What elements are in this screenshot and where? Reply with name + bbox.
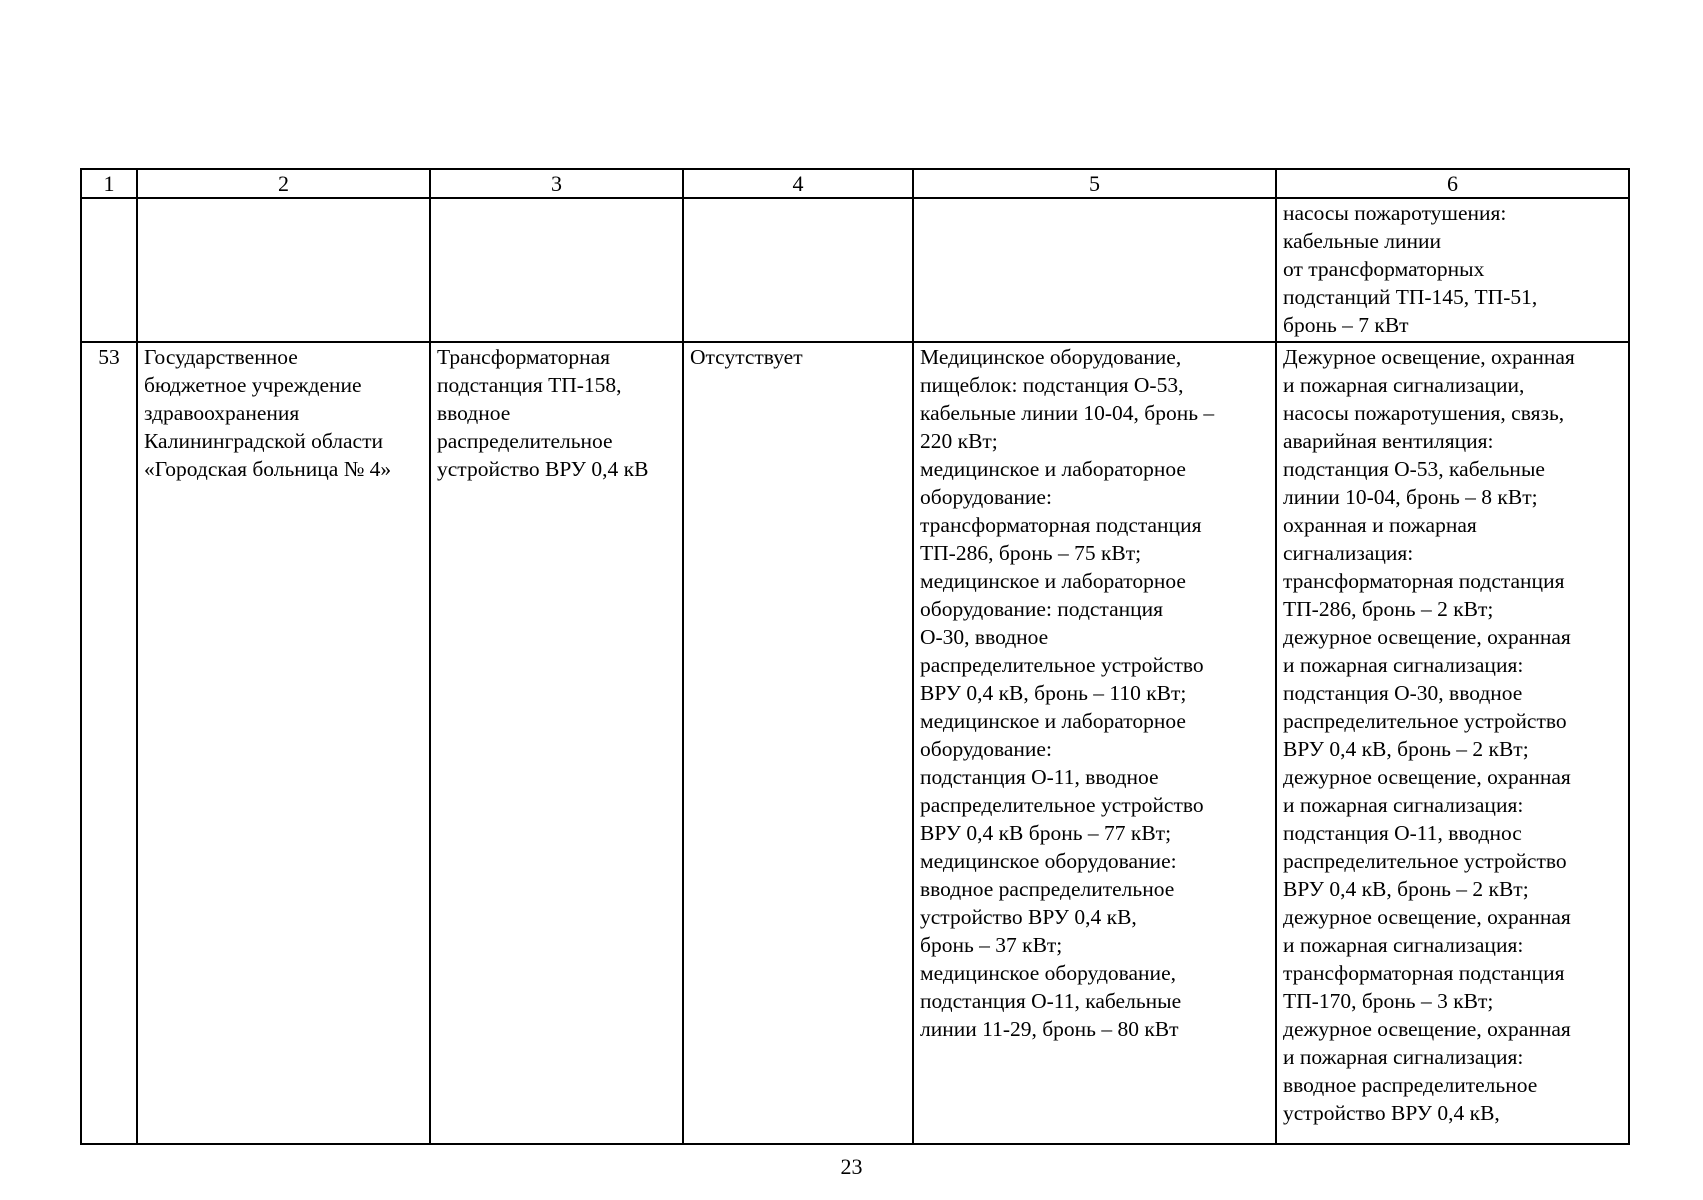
cell-text-line: и пожарная сигнализация: [1283,1045,1524,1069]
cell-text-line: дежурное освещение, охранная [1283,1017,1571,1041]
cell-text-line: пищеблок: подстанция О-53, [920,373,1184,397]
cell-text-line: медицинское оборудование, [920,961,1176,985]
cell-text-line: трансформаторная подстанция [1283,569,1565,593]
cell-text-line: подстанция О-53, кабельные [1283,457,1545,481]
cell-text-line: подстанция О-30, вводное [1283,681,1523,705]
cell-text-line: подстанция О-11, вводное [920,765,1159,789]
cell-text-line: вводное распределительное [920,877,1175,901]
cell-text-line: и пожарная сигнализация: [1283,653,1524,677]
equipment-reserve-cell [913,342,1276,1144]
continuation-cell-col-5 [913,198,1276,342]
cell-text-line: медицинское оборудование: [920,849,1177,873]
header-col-4: 4 [683,169,913,198]
header-col-6: 6 [1276,169,1629,198]
cell-text-line: бронь – 37 кВт; [920,933,1063,957]
cell-text-line: Государственное [144,345,298,369]
cell-text-line: устройство ВРУ 0,4 кВ [437,457,649,481]
cell-text-line: бюджетное учреждение [144,373,362,397]
cell-text-line: «Городская больница № 4» [144,457,392,481]
cell-text-line: медицинское и лабораторное [920,569,1186,593]
continuation-cell-col-2 [137,198,430,342]
cell-text-line: дежурное освещение, охранная [1283,905,1571,929]
document-table [80,168,1630,1145]
cell-text-line: Калининградской области [144,429,383,453]
continuation-cell-col-4 [683,198,913,342]
cell-text-line: 220 кВт; [920,429,998,453]
header-col-5: 5 [913,169,1276,198]
cell-text-line: устройство ВРУ 0,4 кВ, [920,905,1137,929]
cell-text-line: насосы пожаротушения: [1283,201,1507,225]
table-row-53 [81,342,1629,1144]
continuation-cell-col-3 [430,198,683,342]
page-number: 23 [840,1154,863,1179]
cell-text-line: ТП-170, бронь – 3 кВт; [1283,989,1494,1013]
cell-text-line: распределительное устройство [920,653,1204,677]
cell-text-line: оборудование: [920,485,1052,509]
cell-text-line: подстанций ТП-145, ТП-51, [1283,285,1538,309]
cell-text-line: дежурное освещение, охранная [1283,765,1571,789]
cell-text-line: ТП-286, бронь – 75 кВт; [920,541,1142,565]
cell-text-line: ВРУ 0,4 кВ, бронь – 2 кВт; [1283,737,1529,761]
cell-text-line: кабельные линии 10-04, бронь – [920,401,1215,425]
cell-text-line: сигнализация: [1283,541,1414,565]
cell-text-line: линии 10-04, бронь – 8 кВт; [1283,485,1538,509]
continuation-cell-col-1 [81,198,137,342]
header-col-2: 2 [137,169,430,198]
cell-text-line: линии 11-29, бронь – 80 кВт [920,1017,1179,1041]
cell-text-line: Медицинское оборудование, [920,345,1182,369]
cell-text-line: кабельные линии [1283,229,1442,253]
continuation-cell-col-6 [1276,198,1629,342]
cell-text-line: Трансформаторная [437,345,611,369]
column-number-header-row [81,169,1629,198]
cell-text-line: медицинское и лабораторное [920,457,1186,481]
cell-text-line: подстанция О-11, кабельные [920,989,1182,1013]
backup-source-cell [683,342,913,1144]
header-col-3: 3 [430,169,683,198]
continuation-row [81,198,1629,342]
cell-text-line: насосы пожаротушения, связь, [1283,401,1565,425]
cell-text-line: дежурное освещение, охранная [1283,625,1571,649]
cell-text-line: О-30, вводное [920,625,1049,649]
header-col-1: 1 [81,169,137,198]
cell-text-line: подстанция О-11, вводнос [1283,821,1522,845]
cell-text-line: ВРУ 0,4 кВ бронь – 77 кВт; [920,821,1172,845]
cell-text-line: охранная и пожарная [1283,513,1477,537]
row-number-cell: 53 [81,342,137,1144]
cell-text-line: распределительное устройство [1283,709,1567,733]
cell-text-line: бронь – 7 кВт [1283,313,1409,337]
cell-text-line: медицинское и лабораторное [920,709,1186,733]
cell-text-line: и пожарная сигнализация: [1283,793,1524,817]
cell-text-line: распределительное устройство [1283,849,1567,873]
emergency-reserve-cell [1276,342,1629,1144]
cell-text-line: и пожарная сигнализация: [1283,933,1524,957]
cell-text-line: Отсутствует [690,345,803,369]
cell-text-line: подстанция ТП-158, [437,373,622,397]
cell-text-line: трансформаторная подстанция [920,513,1202,537]
cell-text-line: аварийная вентиляция: [1283,429,1494,453]
cell-text-line: оборудование: [920,737,1052,761]
cell-text-line: ТП-286, бронь – 2 кВт; [1283,597,1494,621]
cell-text-line: оборудование: подстанция [920,597,1164,621]
cell-text-line: от трансформаторных [1283,257,1485,281]
cell-text-line: распределительное [437,429,613,453]
cell-text-line: ВРУ 0,4 кВ, бронь – 2 кВт; [1283,877,1529,901]
cell-text-line: трансформаторная подстанция [1283,961,1565,985]
power-source-cell [430,342,683,1144]
institution-name-cell [137,342,430,1144]
cell-text-line: вводное [437,401,511,425]
cell-text-line: Дежурное освещение, охранная [1283,345,1575,369]
cell-text-line: ВРУ 0,4 кВ, бронь – 110 кВт; [920,681,1187,705]
cell-text-line: распределительное устройство [920,793,1204,817]
cell-text-line: устройство ВРУ 0,4 кВ, [1283,1101,1500,1125]
cell-text-line: и пожарная сигнализации, [1283,373,1525,397]
cell-text-line: вводное распределительное [1283,1073,1538,1097]
cell-text-line: здравоохранения [144,401,300,425]
